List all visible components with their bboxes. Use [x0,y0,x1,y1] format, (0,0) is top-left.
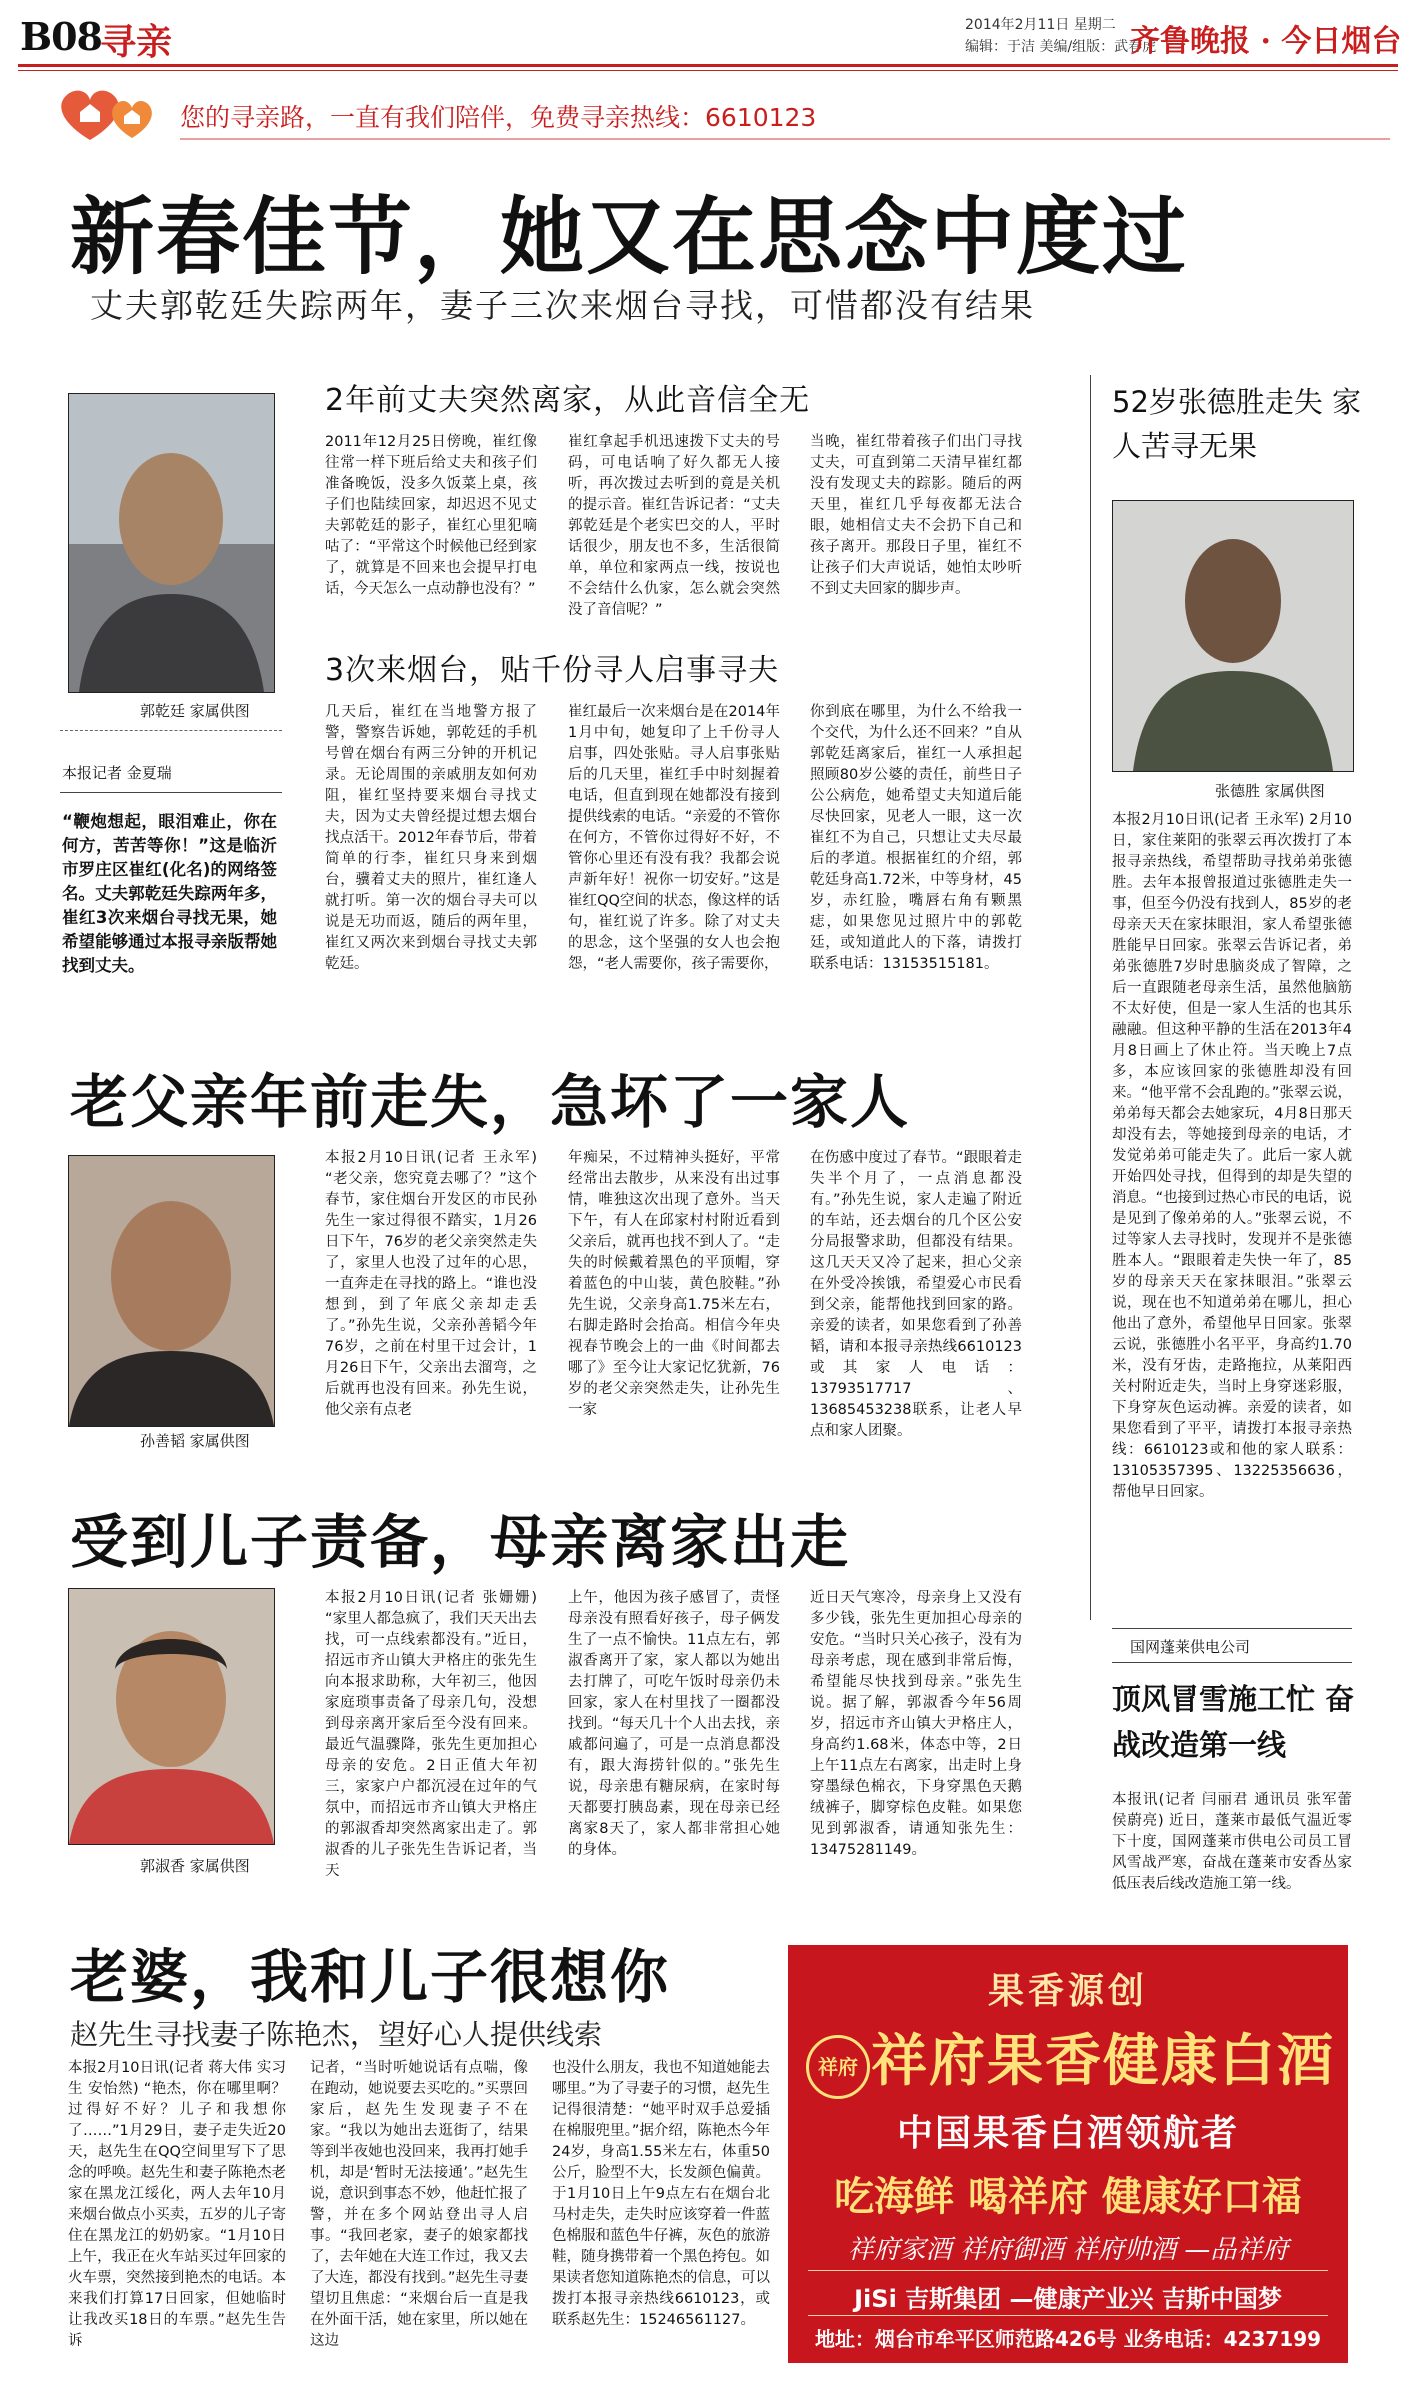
photo-guo-shuxiang [68,1588,275,1845]
photo-zhang-desheng [1112,500,1354,772]
article2-col1: 本报2月10日讯(记者 王永军) “老父亲，您究竟去哪了？”这个春节，家住烟台开发区的市民孙先生一家过得很不踏实，1月26日下午，76岁的老父亲突然走失了，家里人也没了过年的心思，一直奔走在寻找的路上。“谁也没想到，到了年底父亲却走丢了。”孙先生说，父亲孙善韬今年76岁，之前在村里干过会计，1月26日下午，父亲出去溜弯，之后就再也没有回来。孙先生说，他父亲有点老 [325,1150,537,1418]
sidebar2-tag: 国网蓬莱供电公司 [1130,1638,1251,1656]
liquor-advertisement [788,1945,1348,2363]
section-title: 寻亲 [100,22,173,63]
caption-divider [60,730,282,731]
editor-credits: 编辑：于洁 美编/组版：武春虎 [965,39,1157,55]
photo-guo-qianting [68,393,275,693]
sidebar2-title: 顶风冒雪施工忙 奋战改造第一线 [1112,1682,1355,1762]
article1-subtitle: 丈夫郭乾廷失踪两年，妻子三次来烟台寻找，可惜都没有结果 [90,286,1035,325]
article1-sub2-col2: 崔红最后一次来烟台是在2014年1月中旬，她复印了上千份寻人启事，四处张贴。寻人启事张贴后的几天里，崔红手中时刻握着电话，但直到现在她都没有接到提供线索的电话。“亲爱的不管你在何方，不管你过得好不好，不管你心里还有没有我？我都会说声新年好！祝你一切安好。”这是崔红QQ空间的状态，像这样的话句，崔红说了许多。除了对丈夫的思念，这个坚强的女人也会抱怨，“老人需要你，孩子需要你， [568,704,780,972]
header-rule [18,64,1398,67]
sidebar1-caption: 张德胜 家属供图 [1215,782,1325,800]
header-rule-thin [18,70,1398,71]
article3-col3: 近日天气寒冷，母亲身上又没有多少钱，张先生更加担心母亲的安危。“当时只关心孩子，没有为母亲考虑，现在感到非常后悔，希望能尽快找到母亲。”张先生说。据了解，郭淑香今年56周岁，招远市齐山镇大尹格庄人，身高约1.68米，体态中等，2日上午11点左右离家，出走时上身穿墨绿色棉衣，下身穿黑色天鹅绒裤子，脚穿棕色皮鞋。如果您见到郭淑香，请通知张先生：13475281149。 [810,1590,1022,1858]
hotline-slogan: 您的寻亲路，一直有我们陪伴，免费寻亲热线：6610123 [180,103,817,132]
article2-col2: 年痴呆，不过精神头挺好，平常经常出去散步，从来没有出过事情，唯独这次出现了意外。当天下午，有人在邱家村村附近看到父亲后，就再也找不到人了。“走失的时候戴着黑色的平顶帽，穿着蓝色的中山装，黄色胶鞋。”孙先生说，父亲身高1.75米左右，右脚走路时会抬高。相信今年央视春节晚会上的一曲《时间都去哪了》至今让大家记忆犹新，76岁的老父亲突然走失，让孙先生一家 [568,1150,780,1418]
article1-sub2-col3: 你到底在哪里，为什么不给我一个交代，为什么还不回来？”自从郭乾廷离家后，崔红一人承担起照顾80岁公婆的责任，前些日子公公病危，她希望丈夫知道后能尽快回家，见老人一眼，这一次崔红不为自己，只想让丈夫尽最后的孝道。根据崔红的介绍，郭乾廷身高1.72米，中等身材，45岁，赤红脸，嘴唇右角有颗黑痣，如果您见过照片中的郭乾廷，或知道此人的下落，请拨打联系电话：13153515181。 [810,704,1022,972]
issue-date: 2014年2月11日 星期二 [965,17,1116,33]
byline-divider [60,792,282,793]
ad-divider-2 [808,2315,1328,2316]
article1-sub1-col2: 崔红拿起手机迅速拨下丈夫的号码，可电话响了好久都无人接听，再次拨过去听到的竟是关机的提示音。崔红告诉记者：“丈夫郭乾廷是个老实巴交的人，平时话很少，朋友也不多，生活很简单，单位和家两点一线，按说也不会结什么仇家，怎么就会突然没了音信呢？” [568,434,780,618]
photo-sun-shantao [68,1155,275,1427]
ad-divider [808,2270,1328,2271]
article1-lead: “鞭炮想起，眼泪难止，你在何方，苦苦等你！”这是临沂市罗庄区崔红(化名)的网络签名。丈夫郭乾廷失踪两年多，崔红3次来烟台寻找无果，她希望能够通过本报寻亲版帮她找到丈夫。 [62,812,277,975]
article3-title: 受到儿子责备，母亲离家出走 [70,1508,851,1576]
ad-brand: 祥府果香健康白酒 [871,2029,1335,2094]
sidebar1-title: 52岁张德胜走失 家人苦寻无果 [1112,385,1362,463]
ad-address: 地址：烟台市牟平区师范路426号 业务电话：4237199 [814,2327,1322,2351]
ad-seal-logo: 祥府 [806,2035,870,2099]
article1-sub2: 3次来烟台，贴千份寻人启事寻夫 [325,653,780,688]
article1-title: 新春佳节，她又在思念中度过 [70,188,1189,286]
article4-title: 老婆，我和儿子很想你 [70,1943,671,2011]
sidebar2-rule-bottom [1112,1662,1352,1663]
article4-col1: 本报2月10日讯(记者 蒋大伟 实习生 安怡然) “艳杰，你在哪里啊？过得好不好？儿子和我想你了……”1月29日，妻子走失近20天，赵先生在QQ空间里写下了思念的呼唤。赵先生和妻子陈艳杰老家在黑龙江绥化，两人去年10月来烟台做点小买卖，五岁的儿子寄住在黑龙江的奶奶家。“1月10日上午，我正在火车站买过年回家的火车票，突然接到艳杰的电话。本来我们打算17日回家，但她临时让我改买18日的车票。”赵先生告诉 [68,2060,286,2349]
ad-products: 祥府家酒 祥府御酒 祥府帅酒 —品祥府 [847,2235,1289,2265]
article2-caption: 孙善韬 家属供图 [140,1432,250,1450]
sidebar-divider [1090,375,1091,1620]
article3-caption: 郭淑香 家属供图 [140,1857,250,1875]
article1-sub1: 2年前丈夫突然离家，从此音信全无 [325,383,811,418]
article3-col2: 上午，他因为孩子感冒了，责怪母亲没有照看好孩子，母子俩发生了一点不愉快。11点左右，郭淑香离开了家，家人都以为她出去打牌了，可吃午饭时母亲仍未回家，家人在村里找了一圈都没找到。“每天几十个人出去找，亲戚都问遍了，可是一点消息都没有，跟大海捞针似的。”张先生说，母亲患有糖尿病，在家时每天都要打胰岛素，现在母亲已经离家8天了，家人都非常担心她的身体。 [568,1590,780,1858]
ad-group: JiSi 吉斯集团 —健康产业兴 吉斯中国梦 [854,2285,1282,2313]
article4-col3: 也没什么朋友，我也不知道她能去哪里。”为了寻妻子的习惯，赵先生记得很清楚：“她平时双手总爱插在棉服兜里。”据介绍，陈艳杰今年24岁，身高1.55米左右，体重50公斤，脸型不大，长发颜色偏黄。于1月10日上午9点左右在烟台北马村走失，走失时应该穿着一件蓝色棉服和蓝色牛仔裤，灰色的旅游鞋，随身携带着一个黑色挎包。如果读者您知道陈艳杰的信息，可以拨打本报寻亲热线6610123，或联系赵先生：15246561127。 [552,2060,770,2328]
article1-sub1-col3: 当晚，崔红带着孩子们出门寻找丈夫，可直到第二天清早崔红都没有发现丈夫的踪影。随后的两天里，崔红几乎每夜都无法合眼，她相信丈夫不会扔下自己和孩子离开。那段日子里，崔红不让孩子们大声说话，她怕太吵听不到丈夫回家的脚步声。 [810,434,1022,597]
article1-sub1-col1: 2011年12月25日傍晚，崔红像往常一样下班后给丈夫和孩子们准备晚饭，没多久饭菜上桌，孩子们也陆续回家，却迟迟不见丈夫郭乾廷的影子，崔红心里犯嘀咕了：“平常这个时候他已经到家了，就算是不回来也会提早打电话，今天怎么一点动静也没有？” [325,434,537,597]
article3-col1: 本报2月10日讯(记者 张姗姗) “家里人都急疯了，我们天天出去找，可一点线索都没有。”近日，招远市齐山镇大尹格庄的张先生向本报求助称，大年初三，他因家庭琐事责备了母亲几句，没想到母亲离开家后至今没有回来。最近气温骤降，张先生更加担心母亲的安危。2日正值大年初三，家家户户都沉浸在过年的气氛中，而招远市齐山镇大尹格庄的郭淑香却突然离家出走了。郭淑香的儿子张先生告诉记者，当天 [325,1590,537,1878]
heart-house-icon [50,82,170,144]
slogan-underline [180,138,1390,140]
article2-title: 老父亲年前走失，急坏了一家人 [70,1068,911,1136]
sidebar2-rule [1112,1628,1352,1629]
ad-lead: 中国果香白酒领航者 [896,2113,1239,2154]
article2-col3: 在伤感中度过了春节。“跟眼着走失半个月了，一点消息都没有。”孙先生说，家人走遍了附近的车站，还去烟台的几个区公安分局报警求助，但都没有结果。这几天天又冷了起来，担心父亲在外受冷挨饿，希望爱心市民看到父亲，能帮他找到回家的路。亲爱的读者，如果您看到了孙善韬，请和本报寻亲热线6610123或其家人电话：13793517717、13685453238联系，让老人早点和家人团聚。 [810,1150,1022,1439]
article4-col2: 记者，“当时听她说话有点喘，像在跑动，她说要去买吃的。”买票回家后，赵先生发现妻子不在家。“我以为她出去逛街了，结果等到半夜她也没回来，我再打她手机，却是‘暂时无法接通’。”赵先生说，意识到事态不妙，他赶忙报了警，并在多个网站登出寻人启事。“我回老家，妻子的娘家都找了，去年她在大连工作过，我又去了大连，都没有找到。”赵先生寻妻望切且焦虑：“来烟台后一直是我在外面干活，她在家里，所以她在这边 [310,2060,528,2349]
sidebar1-body: 本报2月10日讯(记者 王永军) 2月10日，家住莱阳的张翠云再次拨打了本报寻亲热线，希望帮助寻找弟弟张德胜。去年本报曾报道过张德胜走失一事，但至今仍没有找到人，85岁的老母亲天天在家抹眼泪，家人希望张德胜能早日回家。张翠云告诉记者，弟弟张德胜7岁时患脑炎成了智障，之后一直跟随老母亲生活，虽然他脑筋不太好使，但是一家人生活的也其乐融融。但这种平静的生活在2013年4月8日画上了休止符。当天晚上7点多，本应该回家的张德胜却没有回来。“他平常不会乱跑的。”张翠云说，弟弟每天都会去她家玩，4月8日那天却没有去，等她接到母亲的电话，才发觉弟弟可能走失了。此后一家人就开始四处寻找，但得到的却是失望的消息。“也接到过热心市民的电话，说是见到了像弟弟的人。”张翠云说，不过等家人去寻找时，发现并不是张德胜本人。“跟眼着走失快一年了，85岁的母亲天天在家抹眼泪。”张翠云说，现在也不知道弟弟在哪儿，担心他出了意外，希望他早日回家。张翠云说，张德胜小名平平，身高约1.70米，没有牙齿，走路拖拉，从莱阳西关村附近走失，当时上身穿迷彩服，下身穿灰色运动裤。亲爱的读者，如果您看到了平平，请拨打本报寻亲热线：6610123或和他的家人联系：13105357395、13225356636，帮他早日回家。 [1112,812,1352,1500]
article1-sub2-col1: 几天后，崔红在当地警方报了警，警察告诉她，郭乾廷的手机号曾在烟台有两三分钟的开机记录。无论周围的亲戚朋友如何劝阻，崔红坚持要来烟台寻找丈夫，因为丈夫曾经提过想去烟台找点活干。2012年春节后，带着简单的行李，崔红只身来到烟台，骥着丈夫的照片，崔红逢人就打听。第一次的烟台寻夫可以说是无功而返，随后的两年里，崔红又两次来到烟台寻找丈夫郭乾廷。 [325,704,537,972]
article4-subtitle: 赵先生寻找妻子陈艳杰，望好心人提供线索 [70,2018,603,2051]
ad-slogan: 吃海鲜 喝祥府 健康好口福 [834,2174,1302,2220]
page-number: B08 [20,14,102,59]
ad-title: 果香源创 [987,1971,1148,2012]
sidebar2-body: 本报讯(记者 闫丽君 通讯员 张军蕾 侯蔚亮) 近日，蓬莱市最低气温近零下十度，国网蓬莱市供电公司员工冒风雪战严寒，奋战在蓬莱市安香丛家低压表后线改造施工第一线。 [1112,1792,1352,1892]
article1-byline: 本报记者 金夏瑞 [62,764,172,782]
photo-caption: 郭乾廷 家属供图 [140,702,250,720]
newspaper-name: 齐鲁晚报 · 今日烟台 [1130,24,1402,59]
